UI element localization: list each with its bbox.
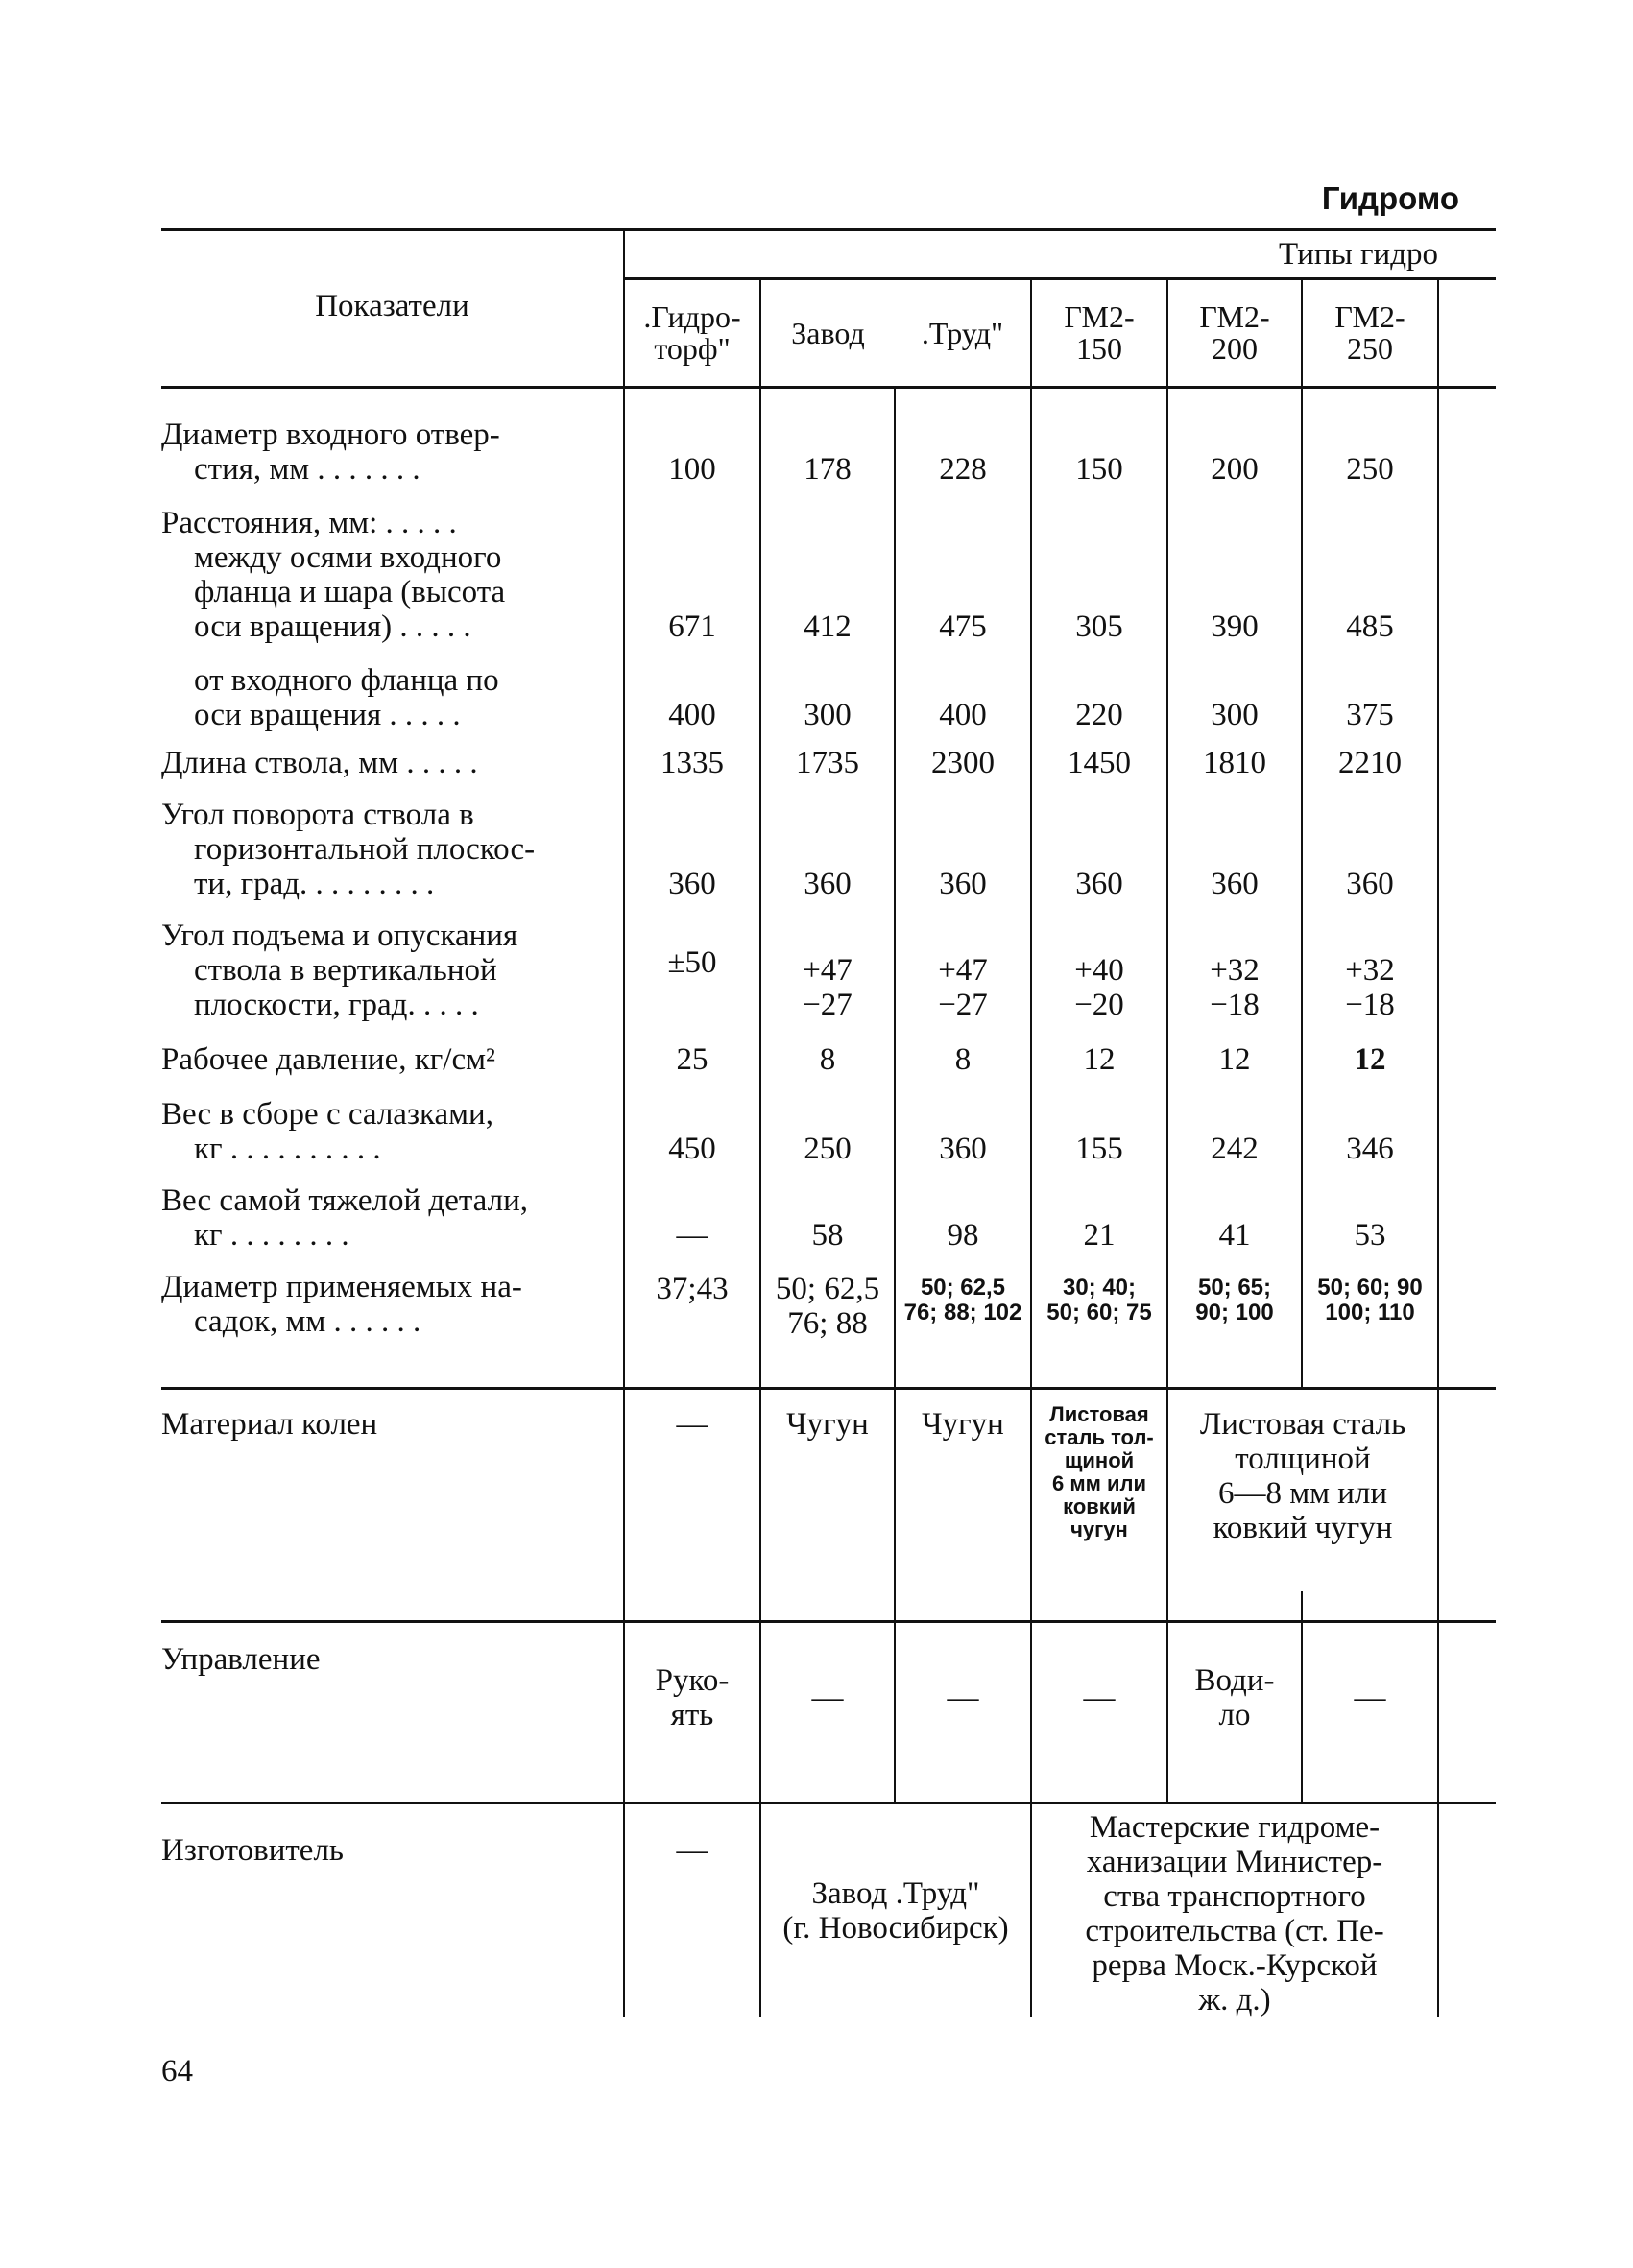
row-label: Угол поворота ствола в горизонтальной плоскос- ти, град. . . . . . . . . bbox=[161, 798, 536, 901]
table-cell: 375 bbox=[1302, 648, 1438, 736]
table-cell: 671 bbox=[624, 540, 760, 648]
table-cell: 360 bbox=[760, 790, 895, 905]
header-col-zavod: Завод bbox=[760, 279, 895, 388]
table-cell: 475 bbox=[895, 540, 1031, 648]
table-cell: 360 bbox=[895, 790, 1031, 905]
table-cell: — bbox=[624, 1170, 760, 1256]
table-cell: — bbox=[1031, 1623, 1167, 1773]
row-label: от входного фланца по оси вращения . . . . . bbox=[194, 663, 499, 732]
table-cell: Чугун bbox=[895, 1390, 1031, 1591]
table-row bbox=[161, 1804, 1496, 2017]
table-cell: 250 bbox=[1302, 418, 1438, 490]
table-cell: 37;43 bbox=[624, 1256, 760, 1358]
table-cell: 360 bbox=[624, 790, 760, 905]
table-cell: 30; 40; 50; 60; 75 bbox=[1031, 1256, 1167, 1358]
row-label: между осями входного фланца и шара (высота оси вращения) . . . . . bbox=[194, 540, 506, 644]
table-cell: 50; 65; 90; 100 bbox=[1167, 1256, 1302, 1358]
table-cell: 50; 62,5 76; 88; 102 bbox=[895, 1256, 1031, 1358]
header-col-gm2-200: ГМ2- 200 bbox=[1167, 279, 1302, 388]
table-cell: 155 bbox=[1031, 1097, 1167, 1170]
row-label: Вес самой тяжелой детали, кг . . . . . . . . bbox=[161, 1183, 528, 1253]
table-cell: — bbox=[895, 1623, 1031, 1773]
table-cell: Води- ло bbox=[1167, 1623, 1302, 1773]
table-row bbox=[161, 736, 1496, 790]
row-label: Управление bbox=[161, 1642, 321, 1677]
table-cell: 58 bbox=[760, 1170, 895, 1256]
table-row bbox=[161, 1623, 1496, 1773]
table-cell: 8 bbox=[895, 1022, 1031, 1097]
header-col-gm2-150: ГМ2- 150 bbox=[1031, 279, 1167, 388]
table-cell: 305 bbox=[1031, 540, 1167, 648]
header-col-gm2-250: ГМ2- 250 bbox=[1302, 279, 1438, 388]
table-cell: 300 bbox=[760, 648, 895, 736]
header-col-trud: .Труд" bbox=[895, 279, 1031, 388]
table-cell: 50; 62,5 76; 88 bbox=[760, 1256, 895, 1358]
table-cell: 360 bbox=[1031, 790, 1167, 905]
table-cell: — bbox=[624, 1804, 760, 2017]
table-cell: 50; 60; 90 100; 110 bbox=[1302, 1256, 1438, 1358]
header-row-1 bbox=[161, 230, 1496, 279]
header-types-caption: Типы гидро bbox=[624, 230, 1496, 279]
header-indicators: Показатели bbox=[161, 230, 624, 388]
table-row bbox=[161, 490, 1496, 540]
table-cell: +32 −18 bbox=[1167, 905, 1302, 1022]
table-cell: 53 bbox=[1302, 1170, 1438, 1256]
table-cell: +47 −27 bbox=[895, 905, 1031, 1022]
table-row bbox=[161, 648, 1496, 736]
table-cell: 200 bbox=[1167, 418, 1302, 490]
table-row bbox=[161, 1022, 1496, 1097]
table-cell: 2210 bbox=[1302, 736, 1438, 790]
row-label: Диаметр применяемых на- садок, мм . . . . . . bbox=[161, 1270, 522, 1339]
table-row bbox=[161, 790, 1496, 905]
table-row bbox=[161, 1170, 1496, 1256]
table-cell: 98 bbox=[895, 1170, 1031, 1256]
table-cell: +40 −20 bbox=[1031, 905, 1167, 1022]
table-cell: 178 bbox=[760, 418, 895, 490]
table-row bbox=[161, 418, 1496, 490]
table-cell: — bbox=[624, 1390, 760, 1591]
table-cell: 8 bbox=[760, 1022, 895, 1097]
table-cell: 450 bbox=[624, 1097, 760, 1170]
table-cell: 1450 bbox=[1031, 736, 1167, 790]
table-cell: 242 bbox=[1167, 1097, 1302, 1170]
table-cell: — bbox=[760, 1623, 895, 1773]
table-cell: 300 bbox=[1167, 648, 1302, 736]
table-cell: 12 bbox=[1031, 1022, 1167, 1097]
table-cell: 41 bbox=[1167, 1170, 1302, 1256]
table-cell: Листовая сталь тол- щиной 6 мм или ковкий чугун bbox=[1031, 1390, 1167, 1591]
table-cell: Руко- ять bbox=[624, 1623, 760, 1773]
row-label: Угол подъема и опускания ствола в вертикальной плоскости, град. . . . . bbox=[161, 919, 518, 1022]
table-cell: 1735 bbox=[760, 736, 895, 790]
table-cell: 485 bbox=[1302, 540, 1438, 648]
row-label: Изготовитель bbox=[161, 1833, 344, 1868]
row-label: Длина ствола, мм . . . . . bbox=[161, 746, 478, 780]
table-cell: 360 bbox=[1167, 790, 1302, 905]
table-row bbox=[161, 1097, 1496, 1170]
table-cell: ±50 bbox=[624, 905, 760, 1022]
table-row bbox=[161, 1256, 1496, 1358]
table-cell: 250 bbox=[760, 1097, 895, 1170]
table-cell: 25 bbox=[624, 1022, 760, 1097]
row-label: Вес в сборе с салазками, кг . . . . . . . . . . bbox=[161, 1097, 493, 1166]
table-cell: — bbox=[1302, 1623, 1438, 1773]
table-row bbox=[161, 540, 1496, 648]
table-cell: 12 bbox=[1302, 1022, 1438, 1097]
table-row bbox=[161, 905, 1496, 1022]
table-cell: 21 bbox=[1031, 1170, 1167, 1256]
table-cell: 360 bbox=[895, 1097, 1031, 1170]
table-cell: Чугун bbox=[760, 1390, 895, 1591]
table-cell: 400 bbox=[895, 648, 1031, 736]
table-cell: 2300 bbox=[895, 736, 1031, 790]
table-cell: +47 −27 bbox=[760, 905, 895, 1022]
table-cell: Завод .Труд" (г. Новосибирск) bbox=[760, 1804, 1031, 2017]
page-number: 64 bbox=[161, 2054, 193, 2089]
table-cell: Мастерские гидроме- ханизации Министер- ства транспортного строительства (ст. Пе- рерва Моск.-Курской ж. д.) bbox=[1031, 1804, 1438, 2017]
table-cell: 150 bbox=[1031, 418, 1167, 490]
table-cell: 100 bbox=[624, 418, 760, 490]
table-cell: 228 bbox=[895, 418, 1031, 490]
row-label: Расстояния, мм: . . . . . bbox=[161, 506, 457, 540]
table-cell: 400 bbox=[624, 648, 760, 736]
page-title: Гидромо bbox=[1321, 180, 1459, 216]
table-cell: 360 bbox=[1302, 790, 1438, 905]
header-col-gidrotorf: .Гидро- торф" bbox=[624, 279, 760, 388]
row-label: Диаметр входного отвер- стия, мм . . . . . . . bbox=[161, 418, 500, 487]
specs-table bbox=[161, 228, 1496, 2017]
table-cell: 1335 bbox=[624, 736, 760, 790]
table-cell: +32 −18 bbox=[1302, 905, 1438, 1022]
row-label: Материал колен bbox=[161, 1407, 378, 1442]
row-label: Рабочее давление, кг/см² bbox=[161, 1042, 495, 1077]
table-row bbox=[161, 1390, 1496, 1591]
table-cell: 412 bbox=[760, 540, 895, 648]
table-cell: 220 bbox=[1031, 648, 1167, 736]
table-cell: Листовая сталь толщиной 6—8 мм или ковкий чугун bbox=[1167, 1390, 1438, 1591]
table-cell: 12 bbox=[1167, 1022, 1302, 1097]
table-cell: 390 bbox=[1167, 540, 1302, 648]
table-cell: 1810 bbox=[1167, 736, 1302, 790]
table-cell: 346 bbox=[1302, 1097, 1438, 1170]
